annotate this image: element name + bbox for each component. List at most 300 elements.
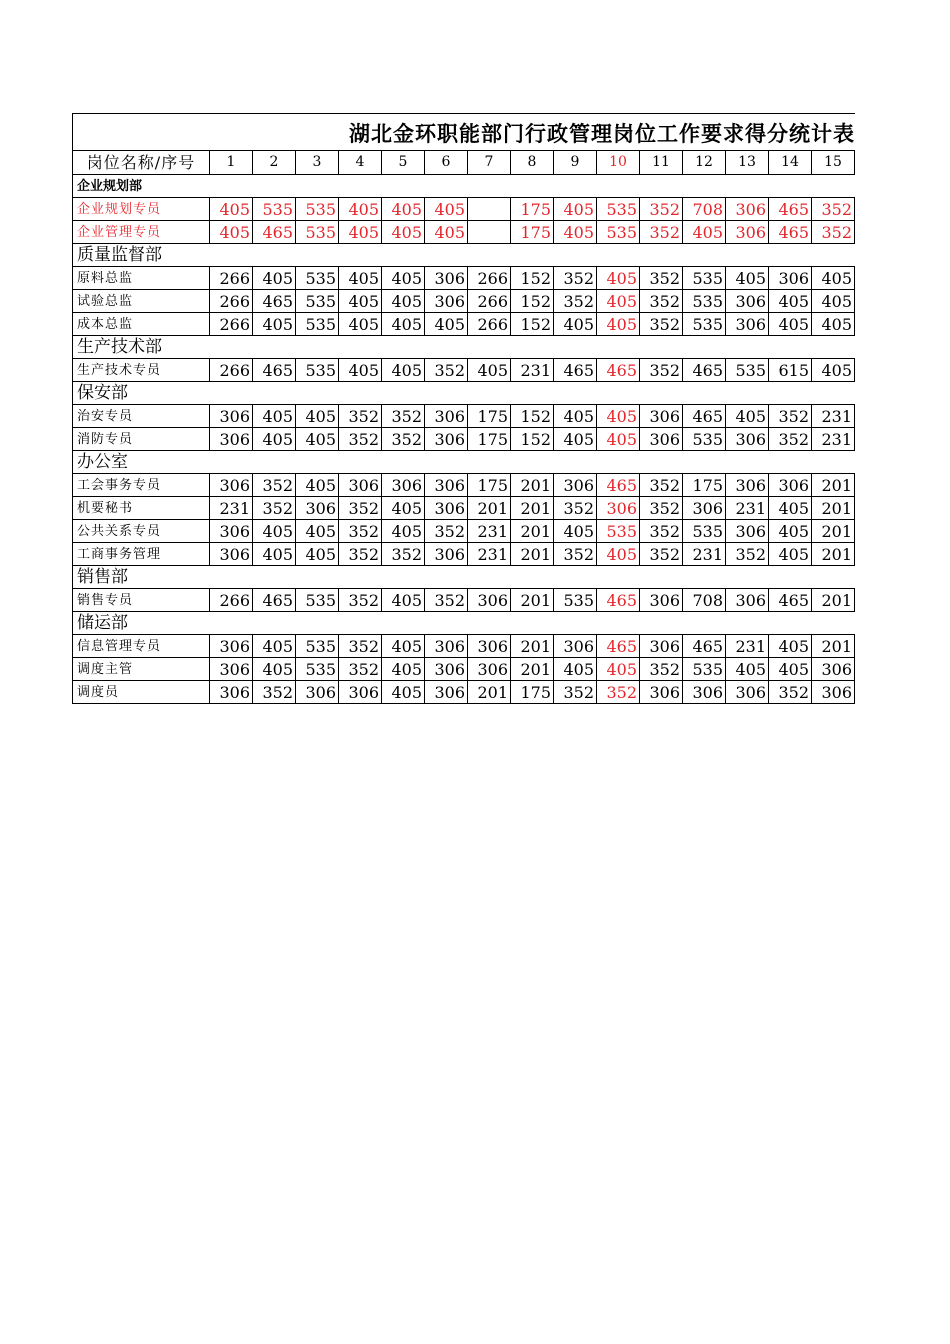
header-name-label: 岗位名称/序号 [73,151,210,175]
score-cell: 465 [683,635,726,658]
score-cell: 352 [769,428,812,451]
score-cell: 405 [382,198,425,221]
score-cell: 306 [425,428,468,451]
score-cell: 306 [210,658,253,681]
score-cell: 352 [425,520,468,543]
position-name: 企业管理专员 [73,221,210,244]
header-number: 4 [339,151,382,175]
score-cell: 306 [425,474,468,497]
score-cell: 306 [726,221,769,244]
score-cell: 352 [640,198,683,221]
score-cell [468,221,511,244]
header-number: 2 [253,151,296,175]
header-number: 10 [597,151,640,175]
department-fill [210,244,855,267]
score-cell: 306 [726,313,769,336]
score-cell: 306 [296,681,339,704]
score-cell: 352 [554,267,597,290]
score-cell: 405 [339,267,382,290]
score-cell: 306 [726,198,769,221]
department-name: 储运部 [73,612,210,635]
score-cell: 405 [769,497,812,520]
score-cell: 535 [726,359,769,382]
score-cell: 405 [382,658,425,681]
score-cell: 266 [468,267,511,290]
score-cell: 306 [296,497,339,520]
header-number: 11 [640,151,683,175]
score-cell: 352 [253,474,296,497]
score-cell: 352 [640,474,683,497]
sheet-title: 湖北金环职能部门行政管理岗位工作要求得分统计表 [349,121,855,146]
table-row [73,658,855,681]
table-row [73,267,855,290]
score-cell: 352 [339,658,382,681]
score-cell: 405 [253,313,296,336]
score-cell: 405 [425,313,468,336]
table-row [73,589,855,612]
score-cell: 405 [726,405,769,428]
score-cell: 306 [726,428,769,451]
score-cell: 306 [683,681,726,704]
score-cell: 405 [382,635,425,658]
score-cell: 535 [296,313,339,336]
score-cell: 405 [382,221,425,244]
score-table [72,150,855,704]
header-number: 5 [382,151,425,175]
score-cell: 352 [382,428,425,451]
score-cell: 306 [726,589,769,612]
score-cell: 405 [554,658,597,681]
position-name: 工会事务专员 [73,474,210,497]
score-cell: 465 [769,589,812,612]
score-cell: 535 [554,589,597,612]
score-cell: 535 [683,520,726,543]
score-cell: 535 [683,658,726,681]
score-cell: 352 [339,635,382,658]
score-cell: 231 [726,497,769,520]
score-cell: 306 [210,474,253,497]
score-cell: 465 [597,474,640,497]
table-row [73,520,855,543]
score-cell: 352 [339,589,382,612]
score-cell: 465 [597,589,640,612]
score-cell: 306 [468,635,511,658]
department-name: 保安部 [73,382,210,405]
score-cell: 405 [253,658,296,681]
score-cell: 352 [339,543,382,566]
score-cell: 201 [812,635,855,658]
header-number: 12 [683,151,726,175]
score-cell: 405 [554,405,597,428]
score-cell: 405 [597,290,640,313]
score-cell: 306 [210,428,253,451]
score-cell: 352 [726,543,769,566]
score-cell [468,198,511,221]
score-cell: 535 [597,520,640,543]
score-cell: 306 [640,681,683,704]
header-number: 6 [425,151,468,175]
score-cell: 306 [640,405,683,428]
score-cell: 306 [597,497,640,520]
score-cell: 405 [382,267,425,290]
score-cell: 306 [769,474,812,497]
score-cell: 306 [210,635,253,658]
score-cell: 352 [812,198,855,221]
score-cell: 405 [253,635,296,658]
position-name: 试验总监 [73,290,210,313]
score-cell: 201 [511,589,554,612]
score-cell: 535 [597,221,640,244]
score-cell: 405 [339,290,382,313]
score-cell: 175 [468,474,511,497]
score-cell: 306 [425,681,468,704]
score-cell: 352 [339,520,382,543]
score-sheet [72,113,855,704]
score-cell: 405 [769,658,812,681]
department-name: 质量监督部 [73,244,210,267]
department-fill [210,612,855,635]
score-cell: 405 [296,428,339,451]
score-cell: 306 [554,635,597,658]
score-cell: 405 [253,405,296,428]
header-number: 1 [210,151,253,175]
score-cell: 175 [468,405,511,428]
score-cell: 306 [425,635,468,658]
score-cell: 201 [468,497,511,520]
score-cell: 405 [726,267,769,290]
score-cell: 201 [511,474,554,497]
score-cell: 405 [253,543,296,566]
score-cell: 201 [812,589,855,612]
score-cell: 405 [296,405,339,428]
score-cell: 405 [382,681,425,704]
department-row [73,175,855,198]
score-cell: 535 [296,221,339,244]
score-cell: 306 [640,635,683,658]
score-cell: 201 [812,543,855,566]
score-cell: 405 [425,198,468,221]
score-cell: 201 [511,520,554,543]
score-cell: 405 [296,520,339,543]
score-cell: 306 [812,658,855,681]
score-cell: 306 [425,290,468,313]
score-cell: 535 [683,313,726,336]
score-cell: 352 [640,313,683,336]
score-cell: 405 [339,221,382,244]
score-cell: 405 [812,290,855,313]
score-cell: 405 [296,474,339,497]
score-cell: 405 [425,221,468,244]
score-cell: 306 [210,405,253,428]
table-row [73,497,855,520]
table-row [73,635,855,658]
score-cell: 306 [726,520,769,543]
position-name: 调度员 [73,681,210,704]
score-cell: 535 [296,658,339,681]
score-cell: 352 [640,359,683,382]
score-cell: 615 [769,359,812,382]
table-row [73,474,855,497]
position-name: 机要秘书 [73,497,210,520]
score-cell: 231 [726,635,769,658]
score-cell: 405 [769,635,812,658]
score-cell: 405 [597,267,640,290]
score-cell: 266 [210,267,253,290]
score-cell: 231 [812,405,855,428]
score-cell: 152 [511,313,554,336]
score-cell: 306 [726,474,769,497]
score-cell: 405 [382,497,425,520]
score-cell: 405 [597,543,640,566]
title-row [72,113,855,150]
score-cell: 231 [468,520,511,543]
header-number: 3 [296,151,339,175]
score-cell: 306 [382,474,425,497]
score-cell: 405 [812,313,855,336]
score-cell: 352 [253,681,296,704]
score-cell: 306 [339,681,382,704]
score-cell: 405 [554,221,597,244]
score-cell: 352 [640,543,683,566]
score-cell: 708 [683,589,726,612]
score-cell: 465 [683,405,726,428]
score-cell: 231 [210,497,253,520]
header-row [73,151,855,175]
department-name: 生产技术部 [73,336,210,359]
score-cell: 352 [812,221,855,244]
position-name: 消防专员 [73,428,210,451]
score-cell: 306 [769,267,812,290]
score-cell: 352 [425,359,468,382]
score-cell: 175 [511,681,554,704]
department-row [73,451,855,474]
score-cell: 405 [339,198,382,221]
position-name: 销售专员 [73,589,210,612]
table-row [73,428,855,451]
score-cell: 352 [554,543,597,566]
table-row [73,198,855,221]
position-name: 治安专员 [73,405,210,428]
department-row [73,382,855,405]
score-cell: 405 [597,658,640,681]
table-row [73,543,855,566]
score-cell: 405 [554,520,597,543]
score-cell: 352 [339,428,382,451]
score-cell: 306 [812,681,855,704]
department-row [73,336,855,359]
position-name: 企业规划专员 [73,198,210,221]
score-cell: 352 [554,497,597,520]
table-row [73,221,855,244]
score-cell: 352 [554,681,597,704]
score-cell: 201 [511,497,554,520]
score-cell: 535 [253,198,296,221]
score-cell: 306 [425,497,468,520]
table-row [73,359,855,382]
score-cell: 405 [382,520,425,543]
score-cell: 465 [769,221,812,244]
department-fill [210,451,855,474]
score-cell: 405 [554,313,597,336]
score-cell: 708 [683,198,726,221]
header-number: 15 [812,151,855,175]
score-cell: 405 [597,313,640,336]
department-fill [210,336,855,359]
score-cell: 405 [253,428,296,451]
department-row [73,566,855,589]
score-cell: 352 [425,589,468,612]
score-cell: 535 [683,290,726,313]
position-name: 成本总监 [73,313,210,336]
score-cell: 352 [769,405,812,428]
score-cell: 231 [812,428,855,451]
score-cell: 352 [640,267,683,290]
score-cell: 465 [554,359,597,382]
score-cell: 352 [597,681,640,704]
score-cell: 352 [382,405,425,428]
position-name: 信息管理专员 [73,635,210,658]
header-number: 8 [511,151,554,175]
score-cell: 352 [554,290,597,313]
score-cell: 535 [296,359,339,382]
score-cell: 465 [253,221,296,244]
score-cell: 152 [511,267,554,290]
department-name: 办公室 [73,451,210,474]
position-name: 生产技术专员 [73,359,210,382]
score-cell: 306 [554,474,597,497]
score-cell: 405 [210,221,253,244]
score-cell: 306 [640,428,683,451]
position-name: 公共关系专员 [73,520,210,543]
score-cell: 405 [769,313,812,336]
score-cell: 152 [511,428,554,451]
score-cell: 465 [597,359,640,382]
score-cell: 231 [511,359,554,382]
header-number: 14 [769,151,812,175]
score-cell: 306 [425,543,468,566]
department-row [73,244,855,267]
score-cell: 306 [339,474,382,497]
score-cell: 306 [425,658,468,681]
score-cell: 306 [640,589,683,612]
score-cell: 152 [511,290,554,313]
score-cell: 201 [511,543,554,566]
score-cell: 535 [597,198,640,221]
score-cell: 175 [511,221,554,244]
score-cell: 535 [296,198,339,221]
score-cell: 306 [425,267,468,290]
score-cell: 535 [296,290,339,313]
score-cell: 465 [683,359,726,382]
score-cell: 352 [253,497,296,520]
table-row [73,290,855,313]
position-name: 工商事务管理 [73,543,210,566]
score-cell: 405 [253,267,296,290]
score-cell: 306 [726,290,769,313]
department-name: 销售部 [73,566,210,589]
score-cell: 405 [726,658,769,681]
score-cell: 352 [339,405,382,428]
score-cell: 201 [812,474,855,497]
score-cell: 352 [640,658,683,681]
score-cell: 405 [597,405,640,428]
score-cell: 535 [296,635,339,658]
score-cell: 405 [468,359,511,382]
department-fill [210,566,855,589]
score-cell: 306 [210,520,253,543]
score-cell: 152 [511,405,554,428]
score-cell: 175 [468,428,511,451]
score-cell: 465 [253,290,296,313]
department-fill [210,382,855,405]
table-row [73,681,855,704]
score-cell: 266 [210,313,253,336]
department-row [73,612,855,635]
score-cell: 201 [812,520,855,543]
table-row [73,405,855,428]
score-cell: 266 [210,589,253,612]
score-cell: 352 [640,221,683,244]
score-cell: 405 [554,198,597,221]
score-cell: 201 [511,658,554,681]
score-cell: 465 [597,635,640,658]
score-cell: 405 [382,359,425,382]
score-cell: 465 [253,359,296,382]
score-cell: 535 [683,267,726,290]
score-cell: 201 [468,681,511,704]
score-cell: 405 [382,290,425,313]
score-cell: 405 [382,589,425,612]
score-cell: 352 [640,520,683,543]
score-cell: 352 [382,543,425,566]
score-cell: 352 [640,497,683,520]
score-cell: 306 [468,589,511,612]
header-number: 9 [554,151,597,175]
score-cell: 306 [210,543,253,566]
score-cell: 405 [339,359,382,382]
score-cell: 405 [812,267,855,290]
score-cell: 266 [210,290,253,313]
position-name: 调度主管 [73,658,210,681]
score-cell: 405 [769,290,812,313]
score-cell: 405 [296,543,339,566]
score-cell: 352 [339,497,382,520]
score-cell: 266 [468,313,511,336]
score-cell: 405 [769,543,812,566]
score-cell: 201 [511,635,554,658]
score-cell: 352 [769,681,812,704]
score-cell: 266 [468,290,511,313]
score-cell: 405 [210,198,253,221]
score-cell: 405 [769,520,812,543]
score-cell: 306 [468,658,511,681]
score-cell: 405 [554,428,597,451]
score-cell: 405 [339,313,382,336]
department-fill [210,175,855,198]
header-number: 13 [726,151,769,175]
score-cell: 465 [769,198,812,221]
score-cell: 306 [726,681,769,704]
score-cell: 405 [597,428,640,451]
score-cell: 201 [812,497,855,520]
position-name: 原料总监 [73,267,210,290]
score-cell: 175 [511,198,554,221]
score-cell: 175 [683,474,726,497]
score-cell: 231 [683,543,726,566]
department-name: 企业规划部 [73,175,210,198]
score-cell: 405 [812,359,855,382]
score-cell: 465 [253,589,296,612]
